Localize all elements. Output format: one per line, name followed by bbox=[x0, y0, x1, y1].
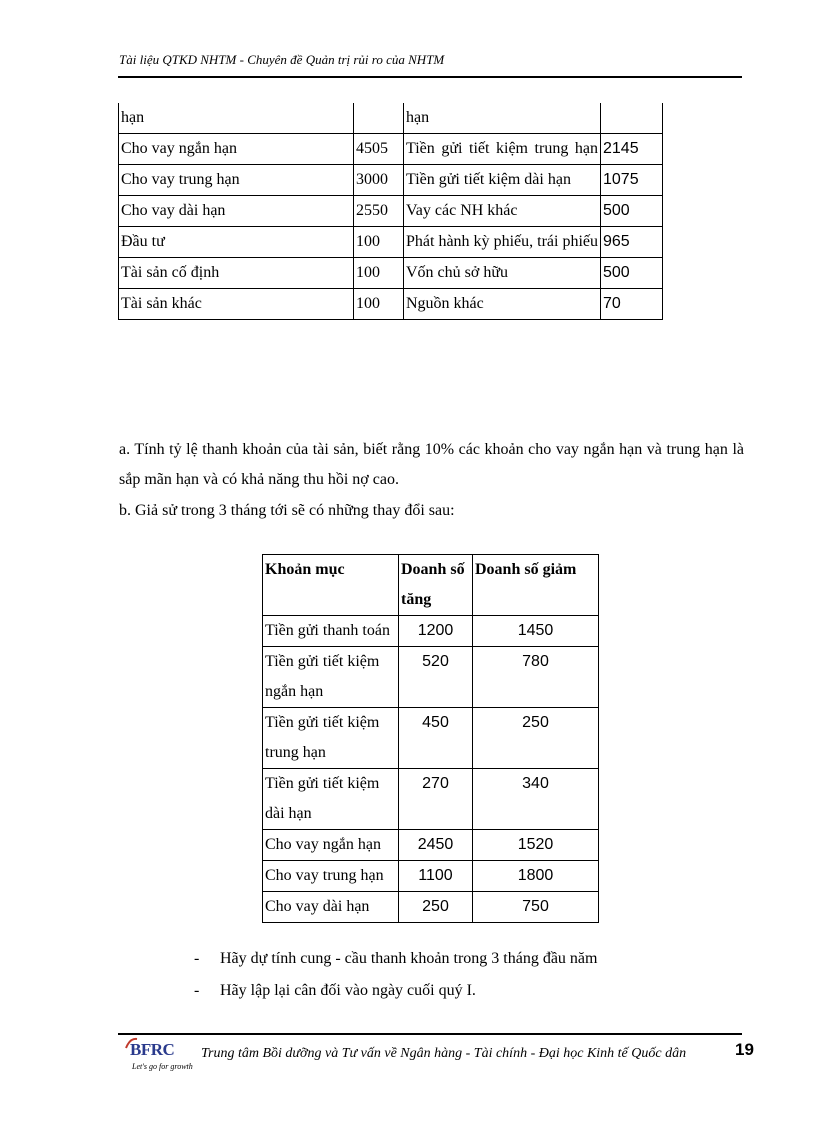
table-row bbox=[119, 103, 663, 134]
table-cell: Cho vay dài hạn bbox=[263, 892, 399, 923]
table-cell: 450 bbox=[399, 708, 473, 769]
table-cell: 520 bbox=[399, 647, 473, 708]
logo-tagline: Let's go for growth bbox=[132, 1062, 193, 1071]
table-cell: 4505 bbox=[354, 134, 404, 165]
table-cell bbox=[601, 103, 663, 134]
logo-swoosh-icon bbox=[124, 1036, 138, 1050]
table-cell: 250 bbox=[473, 708, 599, 769]
question-a: a. Tính tỷ lệ thanh khoản của tài sản, biết rằng 10% các khoản cho vay ngắn hạn và trung hạn là sắp mãn hạn và có khả năng thu hồi nợ cao. bbox=[119, 441, 744, 488]
table-cell: 500 bbox=[601, 196, 663, 227]
table-cell: 780 bbox=[473, 647, 599, 708]
bullet-text: Hãy dự tính cung - cầu thanh khoản trong 3 tháng đầu năm bbox=[220, 950, 598, 967]
bullet-marker: - bbox=[194, 982, 200, 999]
table-cell: 2450 bbox=[399, 830, 473, 861]
table-cell: Tiền gửi thanh toán bbox=[263, 616, 399, 647]
table-cell: 500 bbox=[601, 258, 663, 289]
table-cell: 340 bbox=[473, 769, 599, 830]
table-cell bbox=[354, 103, 404, 134]
table-cell: 1450 bbox=[473, 616, 599, 647]
table-cell: 250 bbox=[399, 892, 473, 923]
table-row bbox=[119, 227, 663, 258]
table-row bbox=[119, 258, 663, 289]
table-cell: Nguồn khác bbox=[404, 289, 601, 320]
table-cell: Tiền gửi tiết kiệm trung hạn bbox=[404, 134, 601, 165]
bullet-item bbox=[194, 944, 597, 974]
table-row bbox=[119, 134, 663, 165]
bullet-text: Hãy lập lại cân đối vào ngày cuối quý I. bbox=[220, 982, 476, 999]
table-cell: Tiền gửi tiết kiệm trung hạn bbox=[263, 708, 399, 769]
table-cell: 70 bbox=[601, 289, 663, 320]
table-header-cell: Khoản mục bbox=[263, 555, 399, 616]
table-cell: 965 bbox=[601, 227, 663, 258]
table-cell: 270 bbox=[399, 769, 473, 830]
table-cell: 1200 bbox=[399, 616, 473, 647]
table-cell: Cho vay ngắn hạn bbox=[263, 830, 399, 861]
table-cell: Vốn chủ sở hữu bbox=[404, 258, 601, 289]
table-cell: Tài sản cố định bbox=[119, 258, 354, 289]
table-row bbox=[263, 647, 599, 708]
bullet-item bbox=[194, 976, 476, 1006]
table-cell: 3000 bbox=[354, 165, 404, 196]
table-cell: 1520 bbox=[473, 830, 599, 861]
table-header-cell: Doanh số giảm bbox=[473, 555, 599, 616]
table-cell: Tiền gửi tiết kiệm dài hạn bbox=[404, 165, 601, 196]
header-divider bbox=[118, 76, 742, 78]
table-header-cell: Doanh số tăng bbox=[399, 555, 473, 616]
header-title: Tài liệu QTKD NHTM - Chuyên đề Quản trị rủi ro của NHTM bbox=[119, 52, 445, 67]
change-table bbox=[262, 554, 599, 923]
table-cell: 2550 bbox=[354, 196, 404, 227]
bullet-marker: - bbox=[194, 950, 200, 967]
table-cell: Đầu tư bbox=[119, 227, 354, 258]
table-header-row bbox=[263, 555, 599, 616]
table-cell: Tiền gửi tiết kiệm ngắn hạn bbox=[263, 647, 399, 708]
table-row bbox=[263, 769, 599, 830]
table-cell: 1800 bbox=[473, 861, 599, 892]
question-b: b. Giả sử trong 3 tháng tới sẽ có những thay đổi sau: bbox=[119, 502, 455, 519]
table-cell: Cho vay dài hạn bbox=[119, 196, 354, 227]
table-row bbox=[119, 289, 663, 320]
table-cell: 100 bbox=[354, 227, 404, 258]
table-cell: 1075 bbox=[601, 165, 663, 196]
table-cell: hạn bbox=[404, 103, 601, 134]
table-row bbox=[263, 616, 599, 647]
table-cell: Cho vay trung hạn bbox=[119, 165, 354, 196]
table-row bbox=[263, 708, 599, 769]
table-cell: Tài sản khác bbox=[119, 289, 354, 320]
table-cell: 2145 bbox=[601, 134, 663, 165]
footer-divider bbox=[118, 1033, 742, 1035]
bfrc-logo bbox=[130, 1040, 193, 1080]
table-cell: 750 bbox=[473, 892, 599, 923]
logo-text: BFRC bbox=[130, 1040, 175, 1059]
footer-text: Trung tâm Bồi dưỡng và Tư vấn về Ngân hàng - Tài chính - Đại học Kinh tế Quốc dân bbox=[201, 1046, 687, 1061]
table-cell: hạn bbox=[119, 103, 354, 134]
table-row bbox=[263, 830, 599, 861]
table-cell: Phát hành kỳ phiếu, trái phiếu bbox=[404, 227, 601, 258]
table-row bbox=[263, 861, 599, 892]
table-row bbox=[263, 892, 599, 923]
table-row bbox=[119, 165, 663, 196]
table-cell: Vay các NH khác bbox=[404, 196, 601, 227]
table-cell: 100 bbox=[354, 258, 404, 289]
table-row bbox=[119, 196, 663, 227]
table-cell: Cho vay ngắn hạn bbox=[119, 134, 354, 165]
balance-sheet-table bbox=[118, 103, 663, 320]
table-cell: 100 bbox=[354, 289, 404, 320]
table-cell: 1100 bbox=[399, 861, 473, 892]
table-cell: Tiền gửi tiết kiệm dài hạn bbox=[263, 769, 399, 830]
table-cell: Cho vay trung hạn bbox=[263, 861, 399, 892]
page-number: 19 bbox=[735, 1040, 754, 1059]
